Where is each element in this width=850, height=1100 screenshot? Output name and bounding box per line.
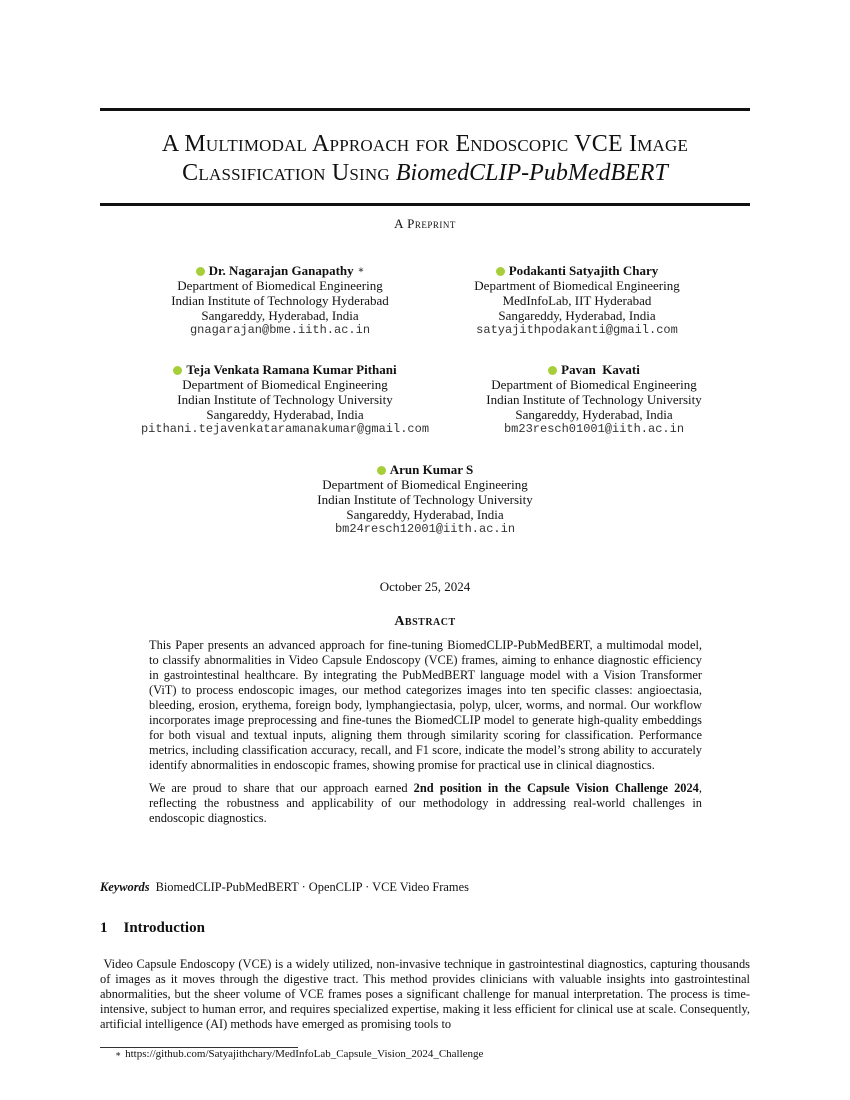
- title-bottom-rule: [100, 203, 750, 206]
- orcid-icon[interactable]: [548, 366, 557, 375]
- footnote-link[interactable]: https://github.com/Satyajithchary/MedInfoLab_Capsule_Vision_2024_Challenge: [125, 1048, 484, 1060]
- title-line-2: Classification Using: [182, 160, 390, 186]
- author-email[interactable]: gnagarajan@bme.iith.ac.in: [189, 323, 371, 337]
- author-inst: MedInfoLab, IIT Hyderabad: [502, 293, 652, 308]
- abstract-paragraph-1: This Paper presents an advanced approach for fine-tuning BiomedCLIP-PubMedBERT, a multimodal model, to classify abnormalities in Video Capsule Endoscopy (VCE) frames, aiming to enhance diagnostic efficiency in gastrointestinal healthcare. By integrating the PubMedBERT language model with a Vision Transformer (ViT) to process endoscopic images, our method categorizes images into ten specific classes: angioectasia, bleeding, erosion, erythema, foreign body, lymphangiectasia, polyp, ulcer, worms, and normal. Our workflow incorporates image preprocessing and fine-tunes the BiomedCLIP model to generate high-quality embeddings for both visual and textual inputs, aligning them through similarity scoring for classification. Performance metrics, including classification accuracy, recall, and F1 score, indicate the model’s strong ability to accurately identify abnormalities in endoscopic frames, showing promise for practical use in clinical diagnostics.: [149, 638, 702, 772]
- author-block-1: [130, 263, 430, 338]
- author-inst: Indian Institute of Technology University: [486, 392, 702, 407]
- author-block-4: [444, 362, 744, 437]
- author-email[interactable]: pithani.tejavenkataramanakumar@gmail.com: [140, 422, 430, 436]
- abstract-p2-highlight: 2nd position in the Capsule Vision Challenge 2024: [413, 781, 699, 795]
- author-loc: Sangareddy, Hyderabad, India: [201, 308, 359, 323]
- author-name: Pavan Kavati: [561, 362, 640, 377]
- author-email[interactable]: bm23resch01001@iith.ac.in: [503, 422, 685, 436]
- footnote: [115, 1048, 483, 1060]
- title-line-2-italic: BiomedCLIP-PubMedBERT: [395, 160, 668, 186]
- keywords-text: BiomedCLIP-PubMedBERT · OpenCLIP · VCE Video Frames: [155, 880, 469, 894]
- author-loc: Sangareddy, Hyderabad, India: [206, 407, 364, 422]
- author-dept: Department of Biomedical Engineering: [474, 278, 680, 293]
- title-line-1: A Multimodal Approach for Endoscopic VCE Image: [161, 131, 689, 157]
- author-loc: Sangareddy, Hyderabad, India: [346, 507, 504, 522]
- author-email[interactable]: satyajithpodakanti@gmail.com: [476, 323, 678, 337]
- section-number: 1: [100, 920, 108, 936]
- author-name: Teja Venkata Ramana Kumar Pithani: [186, 362, 397, 377]
- orcid-icon[interactable]: [496, 267, 505, 276]
- abstract-p2-text-end: , reflecting the robustness and applicability of our methodology in addressing real-world challenges in endoscopic diagnostics.: [149, 781, 702, 825]
- orcid-icon[interactable]: [377, 466, 386, 475]
- author-dept: Department of Biomedical Engineering: [177, 278, 383, 293]
- introduction-text: Video Capsule Endoscopy (VCE) is a widely utilized, non-invasive technique in gastrointestinal diagnostics, capturing thousands of images as it moves through the digestive tract. This method provides clinicians with valuable insights into gastrointestinal abnormalities, but the sheer volume of VCE frames poses a significant challenge for manual interpretation. The process is time-intensive, subject to human error, and requires specialized expertise, making it less efficient for clinical use at scale. Consequently, artificial intelligence (AI) methods have emerged as promising tools to: [100, 957, 754, 1031]
- paper-title: [100, 130, 750, 188]
- author-block-3: [120, 362, 450, 437]
- footnote-mark: ∗: [115, 1049, 122, 1059]
- orcid-icon[interactable]: [173, 366, 182, 375]
- keywords-label: Keywords: [100, 880, 150, 894]
- abstract-body: [149, 638, 702, 834]
- author-email[interactable]: bm24resch12001@iith.ac.in: [334, 522, 516, 536]
- author-loc: Sangareddy, Hyderabad, India: [498, 308, 656, 323]
- abstract-p2-text: We are proud to share that our approach earned: [149, 781, 414, 795]
- author-name: Podakanti Satyajith Chary: [508, 263, 659, 278]
- author-dept: Department of Biomedical Engineering: [182, 377, 388, 392]
- author-inst: Indian Institute of Technology University: [317, 492, 533, 507]
- abstract-heading: Abstract: [394, 614, 456, 629]
- author-name: Arun Kumar S: [389, 462, 474, 477]
- section-title: Introduction: [123, 920, 205, 936]
- author-block-2: [427, 263, 727, 338]
- author-loc: Sangareddy, Hyderabad, India: [515, 407, 673, 422]
- author-inst: Indian Institute of Technology Hyderabad: [171, 293, 389, 308]
- keywords: [100, 880, 750, 895]
- abstract-paragraph-2: [149, 781, 702, 826]
- author-inst: Indian Institute of Technology University: [177, 392, 393, 407]
- title-top-rule: [100, 108, 750, 111]
- author-name: Dr. Nagarajan Ganapathy: [208, 263, 354, 278]
- author-block-5: [275, 462, 575, 537]
- footnote-marker: ∗: [357, 265, 365, 276]
- author-dept: Department of Biomedical Engineering: [322, 477, 528, 492]
- publication-date: October 25, 2024: [379, 579, 471, 594]
- orcid-icon[interactable]: [196, 267, 205, 276]
- section-heading: [100, 920, 205, 937]
- preprint-label: A Preprint: [394, 216, 456, 231]
- author-dept: Department of Biomedical Engineering: [491, 377, 697, 392]
